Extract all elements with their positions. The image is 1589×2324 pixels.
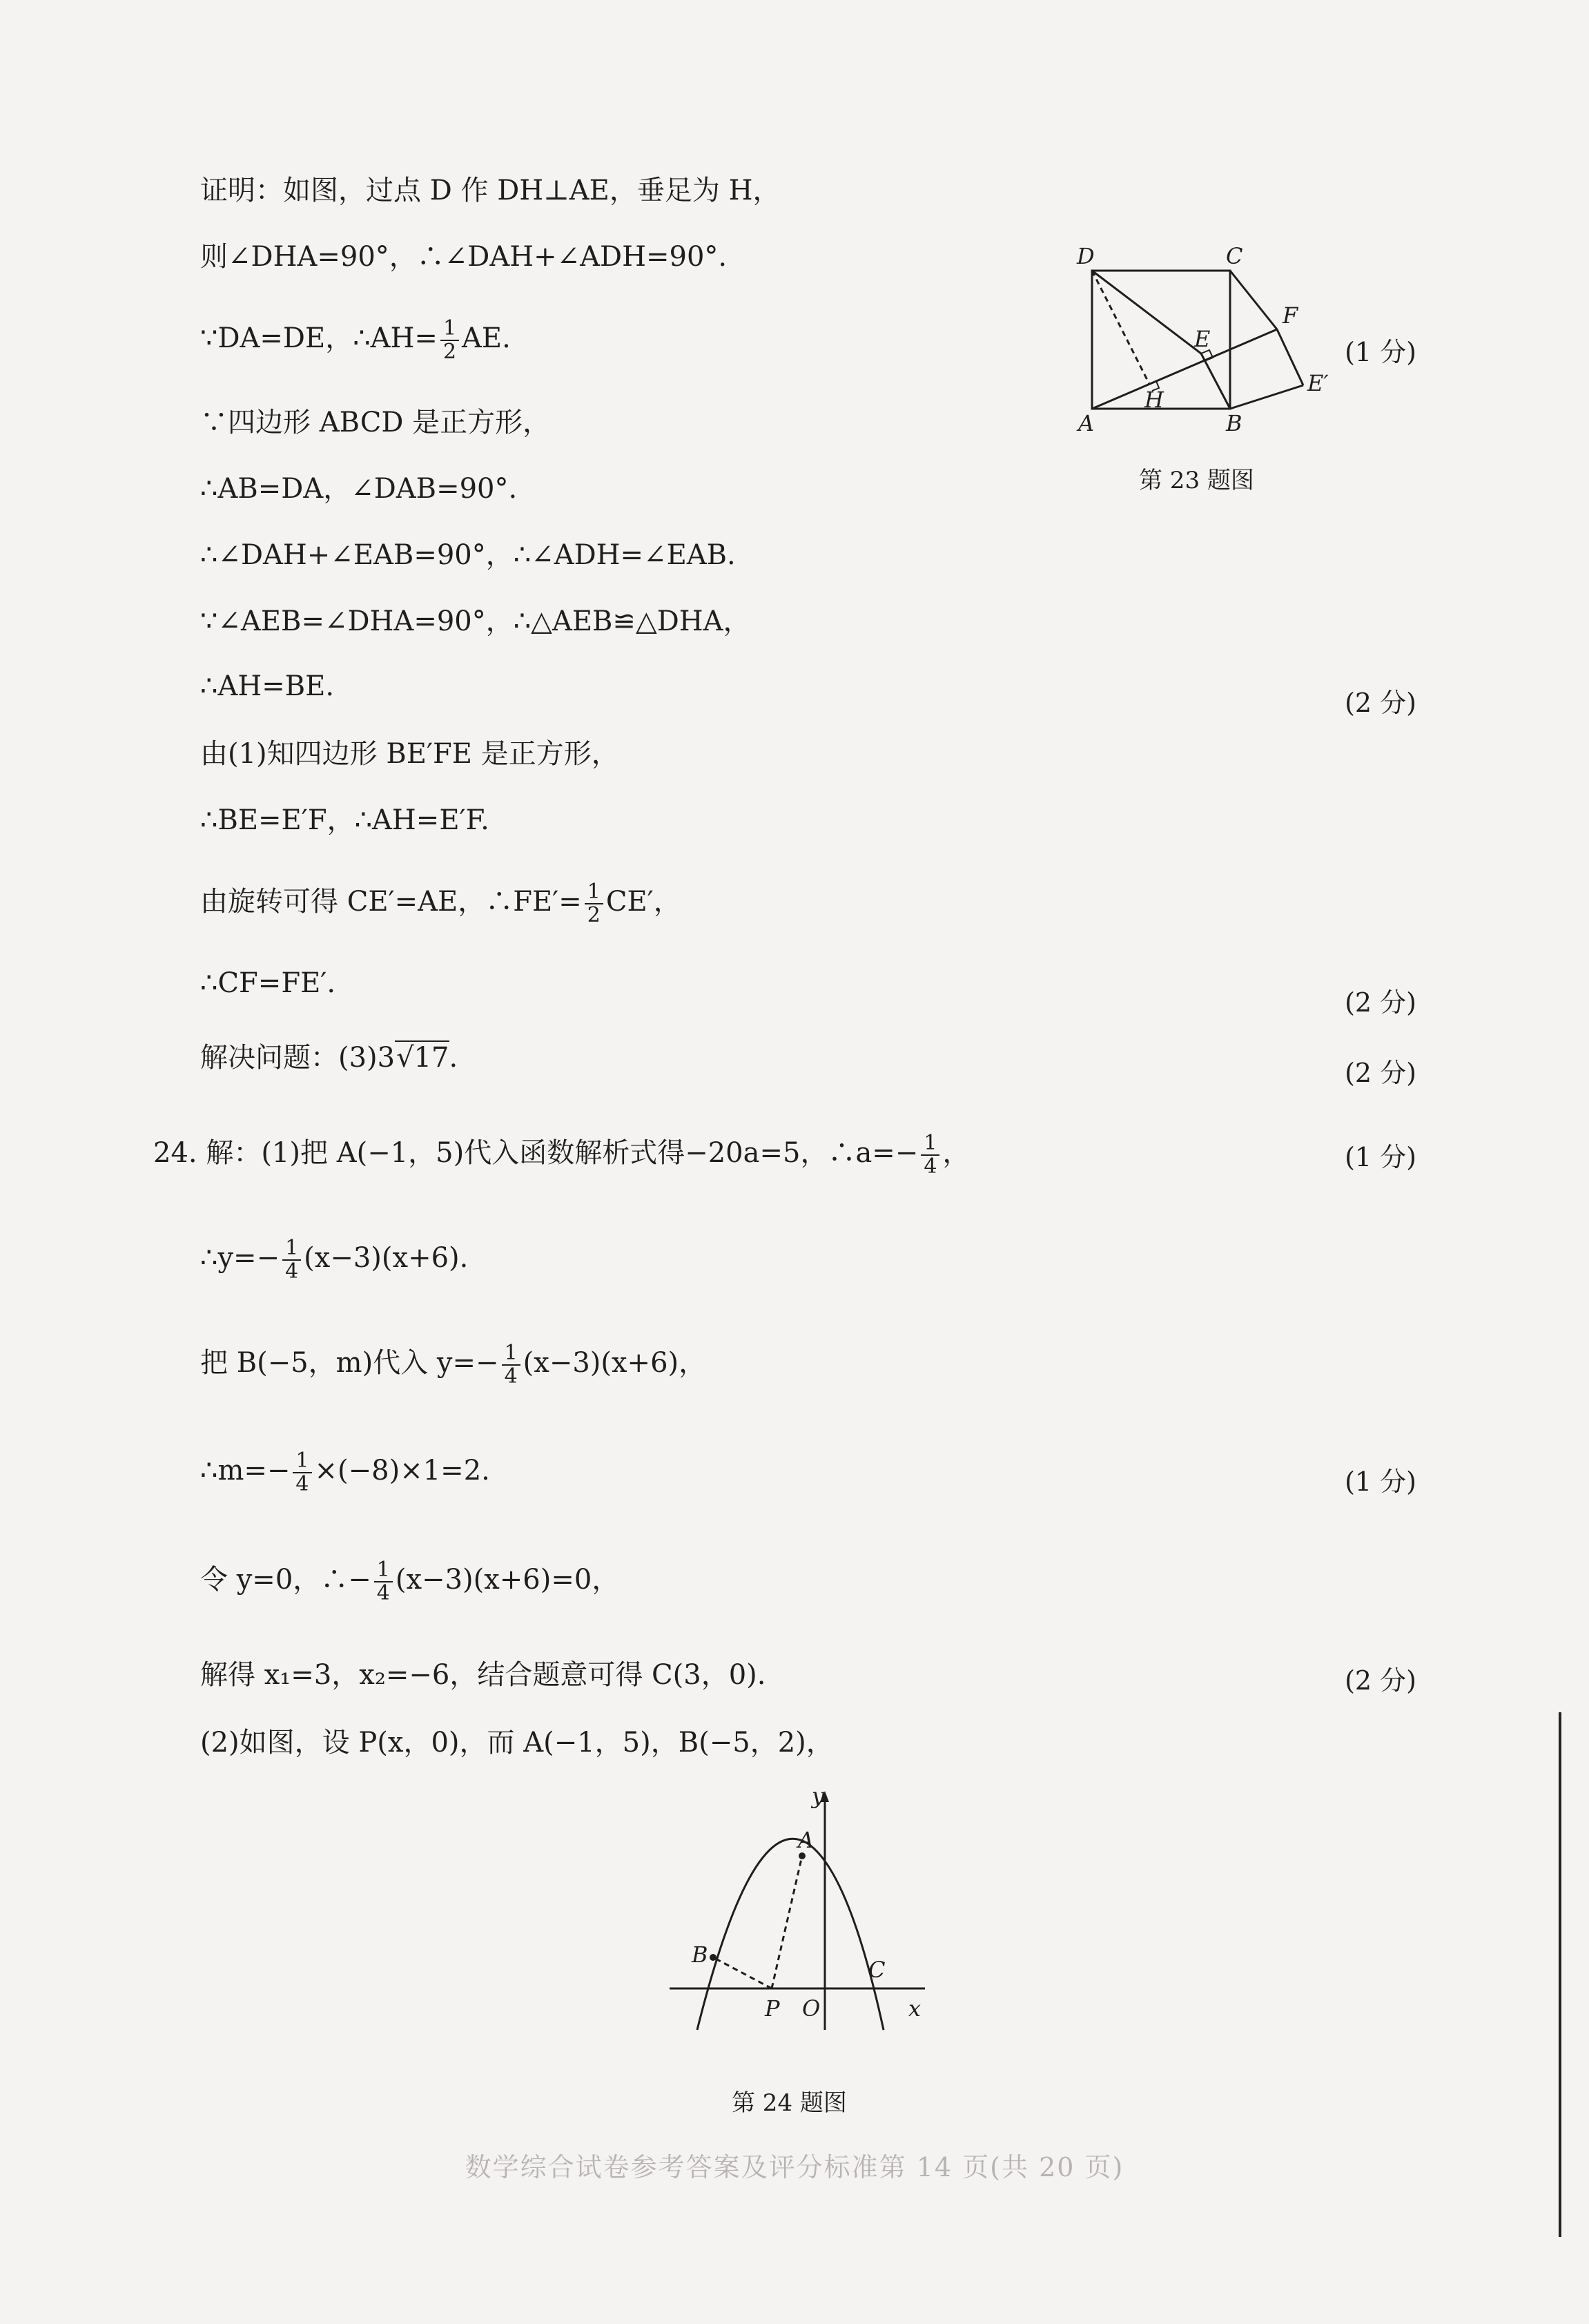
q24-line-5-b: (x−3)(x+6)=0，: [395, 1564, 620, 1596]
fraction-num: 1: [293, 1450, 311, 1473]
fraction-den: 2: [587, 903, 601, 927]
scan-edge-shadow: [1559, 1712, 1561, 2237]
q24-line-3-b: (x−3)(x+6)，: [523, 1347, 707, 1379]
q24-line-3: [200, 1342, 706, 1388]
label-a: A: [1078, 410, 1095, 436]
label-o: O: [802, 1995, 821, 2022]
label-b: B: [692, 1941, 708, 1968]
label-h: H: [1144, 387, 1164, 413]
score-6: (1 分): [1345, 1466, 1416, 1497]
fraction-den: 4: [504, 1364, 518, 1388]
figure-24-caption: 第 24 题图: [732, 2089, 847, 2117]
fraction-num: 1: [440, 318, 459, 341]
q24-line-6: 解得 x₁=3，x₂=−6，结合题意可得 C(3，0).: [200, 1659, 766, 1691]
label-c: C: [1226, 243, 1243, 269]
label-p: P: [765, 1995, 780, 2022]
label-x: x: [908, 1995, 922, 2022]
fraction-num: 1: [502, 1342, 520, 1366]
segment-d-e: [1092, 271, 1201, 354]
proof-line-11: [200, 881, 681, 927]
fraction-den: 4: [295, 1472, 309, 1496]
score-5: (1 分): [1345, 1142, 1416, 1172]
fraction-quarter: [293, 1450, 311, 1495]
q24-line-3-a: 把 B(−5，m)代入 y=−: [200, 1347, 499, 1379]
label-e-prime: E′: [1307, 370, 1329, 396]
q24-line-4: [200, 1450, 490, 1495]
figure-24-diagram: [649, 1781, 939, 2037]
fraction-quarter: [502, 1342, 520, 1388]
proof-line-13: [200, 1038, 458, 1077]
fraction-num: 1: [585, 881, 603, 904]
proof-line-9: 由(1)知四边形 BE′FE 是正方形，: [200, 738, 619, 770]
score-1: (1 分): [1345, 337, 1416, 367]
proof-line-1: 证明：如图，过点 D 作 DH⊥AE，垂足为 H，: [200, 175, 781, 206]
segment-c-e-prime: [1230, 271, 1277, 329]
label-y: y: [812, 1783, 825, 1809]
segment-b-e: [1201, 354, 1230, 409]
fraction-den: 2: [442, 340, 457, 364]
score-4: (2 分): [1345, 1058, 1416, 1088]
parabola-curve: [697, 1839, 884, 2030]
label-b: B: [1226, 410, 1242, 436]
sqrt-radicand: 17: [413, 1042, 449, 1074]
fraction-half: [440, 318, 459, 363]
point-b: [710, 1954, 716, 1961]
q24-line-1-b: ，: [942, 1137, 971, 1169]
fraction-den: 4: [376, 1581, 390, 1605]
figure-23-diagram: [1063, 235, 1353, 442]
page-footer: 数学综合试卷参考答案及评分标准第 14 页(共 20 页): [465, 2152, 1124, 2182]
score-3: (2 分): [1345, 987, 1416, 1018]
q24-line-7: (2)如图，设 P(x，0)，而 A(−1，5)，B(−5，2)，: [200, 1727, 834, 1759]
proof-line-3: [200, 318, 511, 363]
segment-f-e-prime: [1277, 329, 1303, 385]
proof-line-6: ∴∠DAH+∠EAB=90°，∴∠ADH=∠EAB.: [200, 539, 736, 571]
proof-line-10: ∴BE=E′F，∴AH=E′F.: [200, 804, 489, 836]
proof-line-4: ∵四边形 ABCD 是正方形，: [200, 407, 551, 438]
segment-b-e-prime: [1230, 385, 1303, 409]
proof-line-11-a: 由旋转可得 CE′=AE，∴FE′=: [200, 886, 582, 918]
label-e: E: [1194, 326, 1211, 352]
fraction-den: 4: [285, 1259, 299, 1284]
proof-line-11-b: CE′，: [605, 886, 681, 918]
segment-d-h-dashed: [1092, 271, 1149, 384]
q24-line-4-a: ∴m=−: [200, 1455, 291, 1487]
proof-line-12: ∴CF=FE′.: [200, 967, 336, 999]
proof-line-13-a: 解决问题：(3)3: [200, 1042, 396, 1074]
score-2: (2 分): [1345, 688, 1416, 718]
q24-line-4-b: ×(−8)×1=2.: [314, 1455, 490, 1487]
q24-line-5: [200, 1559, 619, 1605]
proof-line-8: ∴AH=BE.: [200, 670, 335, 702]
fraction-quarter: [921, 1132, 939, 1178]
fraction-half: [585, 881, 603, 927]
score-7: (2 分): [1345, 1665, 1416, 1696]
fraction-quarter: [282, 1237, 301, 1283]
fraction-num: 1: [374, 1559, 393, 1582]
label-d: D: [1077, 243, 1095, 269]
q24-line-2: [200, 1237, 468, 1283]
fraction-num: 1: [921, 1132, 939, 1156]
proof-line-3-b: AE.: [462, 322, 511, 354]
label-c: C: [868, 1957, 886, 1983]
q24-line-1-a: 24. 解：(1)把 A(−1，5)代入函数解析式得−20a=5，∴a=−: [153, 1137, 919, 1169]
proof-line-13-b: .: [449, 1042, 458, 1074]
point-a: [799, 1852, 806, 1859]
sqrt-value: √17: [396, 1042, 449, 1074]
fraction-quarter: [374, 1559, 393, 1605]
proof-line-5: ∴AB=DA，∠DAB=90°.: [200, 473, 518, 505]
q24-line-2-b: (x−3)(x+6).: [304, 1242, 469, 1274]
q24-line-2-a: ∴y=−: [200, 1242, 280, 1274]
segment-p-a-dashed: [772, 1856, 802, 1988]
proof-line-3-a: ∵DA=DE，∴AH=: [200, 322, 438, 354]
proof-line-2: 则∠DHA=90°，∴∠DAH+∠ADH=90°.: [200, 241, 728, 273]
q24-line-5-a: 令 y=0，∴−: [200, 1564, 371, 1596]
q24-line-1: [153, 1132, 970, 1178]
figure-23-caption: 第 23 题图: [1139, 467, 1254, 494]
proof-line-7: ∵∠AEB=∠DHA=90°，∴△AEB≌△DHA，: [200, 606, 751, 637]
fraction-num: 1: [282, 1237, 301, 1261]
label-a: A: [798, 1827, 815, 1853]
segment-p-b-dashed: [713, 1957, 772, 1988]
label-f: F: [1283, 302, 1298, 329]
fraction-den: 4: [924, 1154, 937, 1179]
